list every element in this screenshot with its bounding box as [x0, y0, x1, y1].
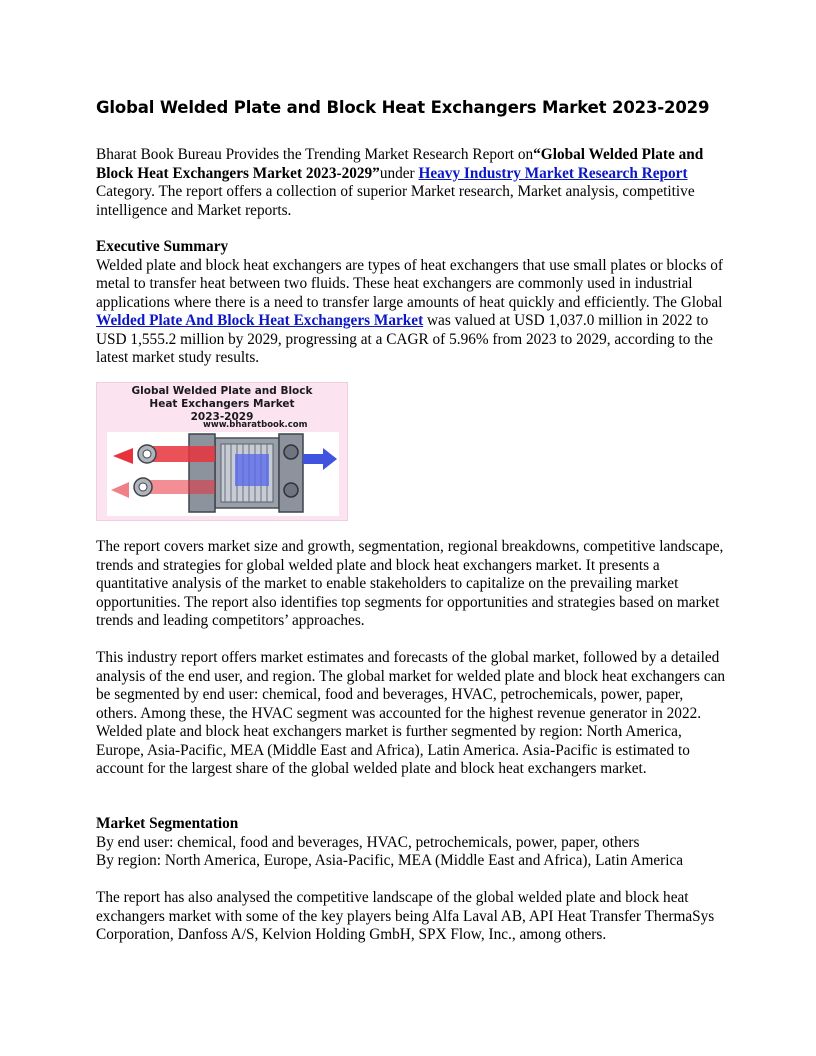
industry-paragraph: This industry report offers market estimates and forecasts of the global market, followed by a detailed analysis of the end user, and region. The global market for welded plate and block heat exchangers can be segmented by end user: chemical, food and beverages, HVAC, petrochemicals, power, paper, others. Among these, the HVAC segment was accounted for the highest revenue generator in 2022. Welded plate and block heat exchangers market is further segmented by region: North America, Europe, Asia-Pacific, MEA (Middle East and Africa), Latin America. Asia-Pacific is estimated to account for the largest share of the global welded plate and block heat exchangers market.: [96, 649, 726, 777]
executive-summary-text-before: Welded plate and block heat exchangers are types of heat exchangers that use small plates or blocks of metal to transfer heat between two fluids. These heat exchangers are commonly used in industrial applications where there is a need to transfer large amounts of heat quickly and efficiently. The Global: [96, 256, 723, 311]
intro-tail: Category. The report offers a collection of superior Market research, Market analysis, competitive intelligence and Market reports.: [96, 183, 695, 219]
segmentation-by-end-user: By end user: chemical, food and beverages, HVAC, petrochemicals, power, paper, others: [96, 833, 640, 851]
promo-image: [96, 382, 348, 521]
market-link[interactable]: Welded Plate And Block Heat Exchangers Market: [96, 312, 424, 329]
promo-title: [97, 385, 347, 424]
coverage-paragraph: The report covers market size and growth, segmentation, regional breakdowns, competitive landscape, trends and strategies for global welded plate and block heat exchangers market. It presents a quantitative analysis of the market to enable stakeholders to capitalize on the prevailing market opportunities. The report also identifies top segments for opportunities and strategies based on market trends and leading competitors’ approaches.: [96, 538, 724, 629]
competitive-paragraph: The report has also analysed the competitive landscape of the global welded plate and block heat exchangers market with some of the key players being Alfa Laval AB, API Heat Transfer ThermaSys Corporation, Danfoss A/S, Kelvion Holding GmbH, SPX Flow, Inc., among others.: [96, 889, 715, 943]
executive-summary-heading: Executive Summary: [96, 238, 229, 255]
executive-summary-section: [96, 238, 726, 368]
segmentation-by-region: By region: North America, Europe, Asia-Pacific, MEA (Middle East and Africa), Latin America: [96, 852, 684, 869]
executive-summary-text-after: was valued at USD 1,037.0 million in 2022 to USD 1,555.2 million by 2029, progressing at a CAGR of 5.96% from 2023 to 2029, according to the latest market study results.: [96, 312, 713, 366]
heat-exchanger-illustration: [107, 432, 339, 516]
promo-title-line-1: Global Welded Plate and Block: [131, 385, 313, 397]
market-segmentation-heading: Market Segmentation: [96, 815, 239, 832]
page-title: Global Welded Plate and Block Heat Exchangers Market 2023-2029: [96, 98, 710, 117]
promo-title-line-3: 2023-2029: [190, 411, 254, 423]
promo-url: www.bharatbook.com: [203, 420, 308, 430]
exchanger-core-icon: [189, 434, 303, 512]
category-link[interactable]: Heavy Industry Market Research Report: [418, 164, 688, 182]
promo-title-line-2: Heat Exchangers Market: [149, 398, 295, 410]
intro-under: under: [379, 164, 419, 182]
intro-paragraph: [96, 146, 726, 220]
market-segmentation-section: [96, 815, 726, 871]
report-name: “Global Welded Plate and Block Heat Exchangers Market 2023-2029”: [96, 146, 704, 182]
intro-lead: Bharat Book Bureau Provides the Trending Market Research Report on: [96, 146, 534, 163]
